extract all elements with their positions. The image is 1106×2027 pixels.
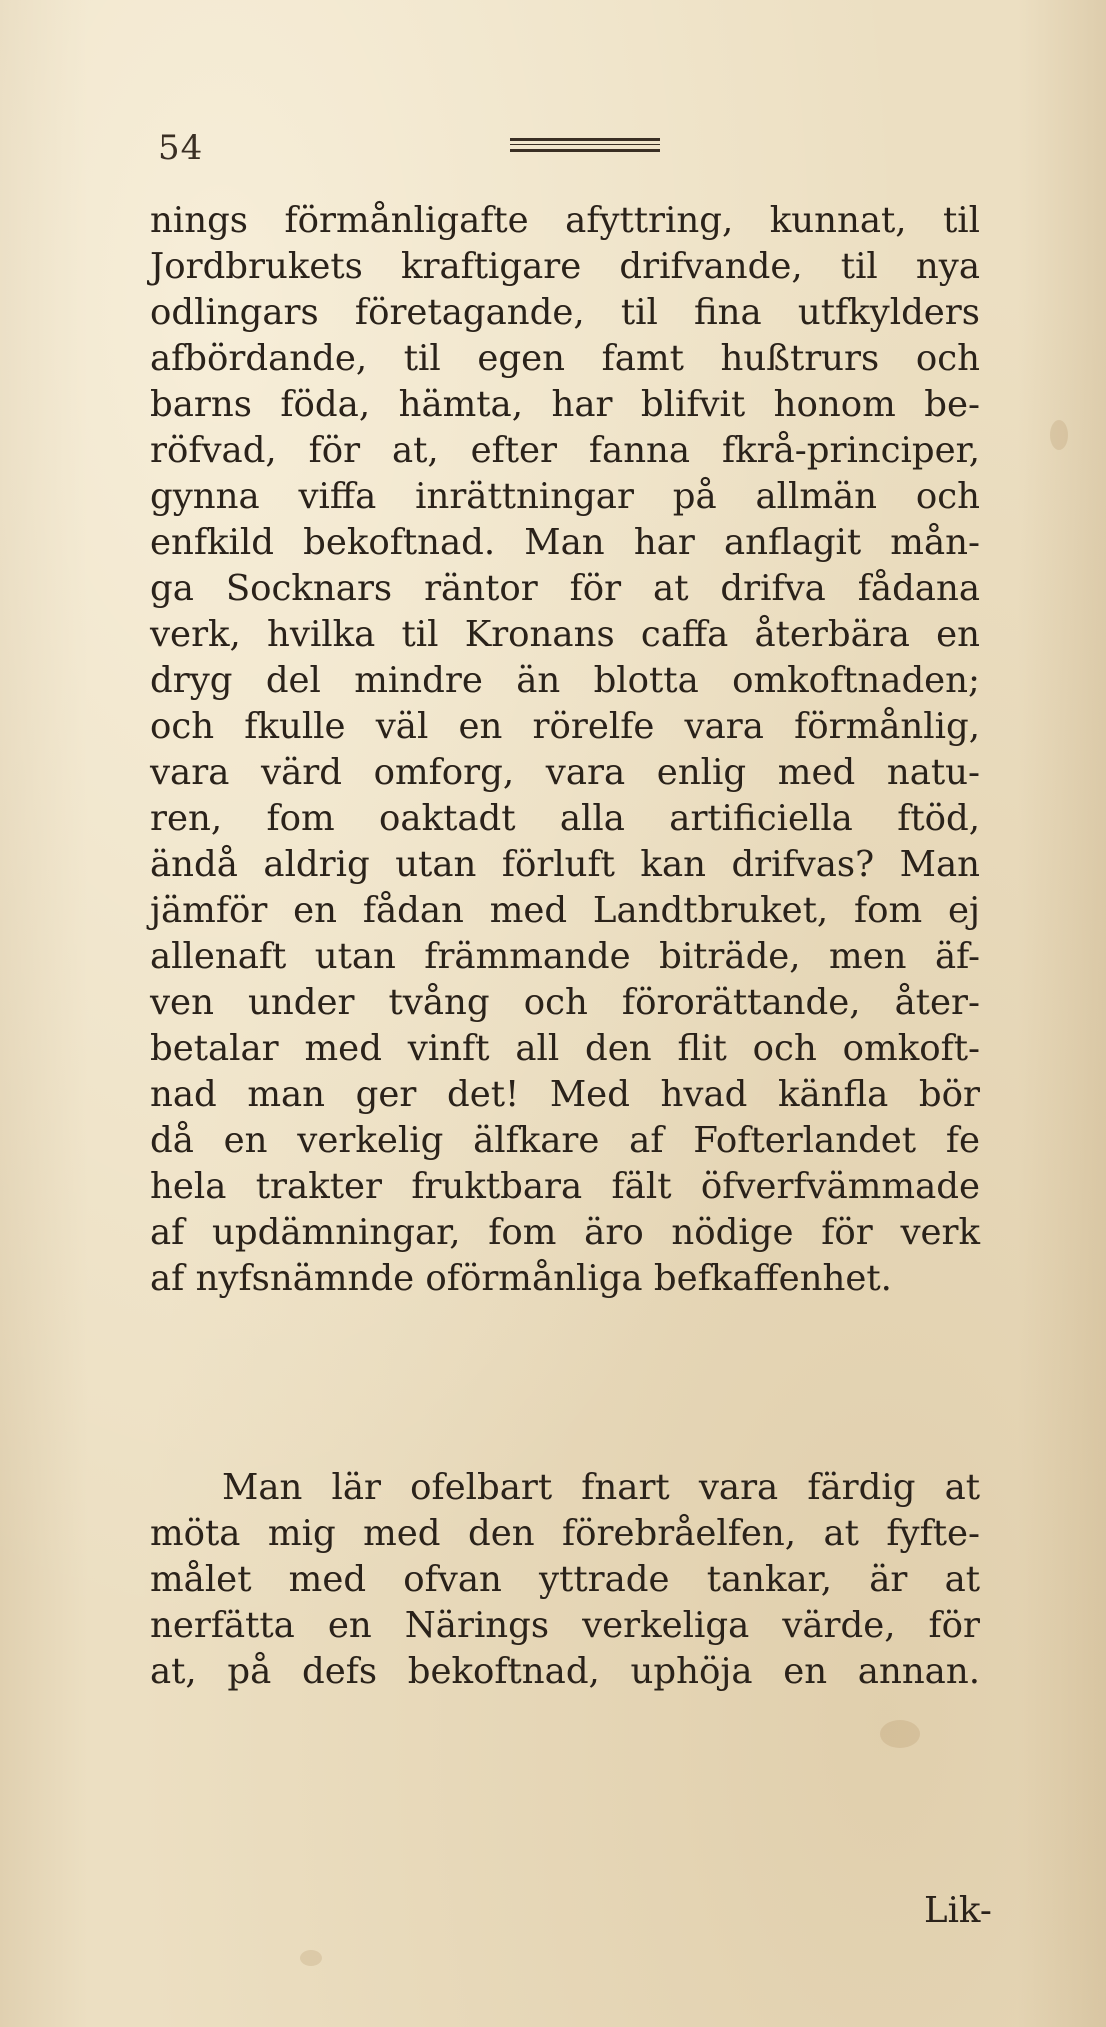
text-line: enfkild bekoftnad. Man har anflagit mån-: [150, 522, 980, 563]
text-line: målet med ofvan yttrade tankar, är at: [150, 1559, 980, 1600]
text-line: verk, hvilka til Kronans caffa återbära en: [150, 614, 980, 655]
text-line: vara värd omforg, vara enlig med natu-: [150, 752, 980, 793]
text-line: at, på defs bekoftnad, uphöja en annan.: [150, 1651, 980, 1692]
text-line: ren, fom oaktadt alla artificiella ftöd,: [150, 798, 980, 839]
text-line: jämför en fådan med Landtbruket, fom ej: [150, 890, 980, 931]
text-line: hela trakter fruktbara fält öfverfvämmade: [150, 1166, 980, 1207]
text-line: ändå aldrig utan förluft kan drifvas? Man: [150, 844, 980, 885]
text-line: af updämningar, fom äro nödige för verk: [150, 1212, 980, 1253]
text-line: afbördande, til egen famt hußtrurs och: [150, 338, 980, 379]
header-rule: [510, 138, 660, 152]
text-line: barns föda, hämta, har blifvit honom be-: [150, 384, 980, 425]
text-line: gynna viffa inrättningar på allmän och: [150, 476, 980, 517]
page-number: 54: [158, 128, 204, 168]
text-line: dryg del mindre än blotta omkoftnaden;: [150, 660, 980, 701]
paper-stain: [880, 1720, 920, 1748]
text-line: möta mig med den förebråelfen, at fyfte-: [150, 1513, 980, 1554]
text-line: allenaft utan främmande biträde, men äf-: [150, 936, 980, 977]
text-line: röfvad, för at, efter fanna fkrå-principer,: [150, 430, 980, 471]
catchword: Lik-: [924, 1890, 992, 1931]
text-line: ven under tvång och förorättande, åter-: [150, 982, 980, 1023]
text-line: nerfätta en Närings verkeliga värde, för: [150, 1605, 980, 1646]
paragraph-2: [150, 1465, 980, 1695]
text-line: af nyfsnämnde oförmånliga befkaffenhet.: [150, 1258, 892, 1299]
paper-stain: [300, 1950, 322, 1966]
paper-stain: [1050, 420, 1068, 450]
text-line: då en verkelig älfkare af Fofterlandet fe: [150, 1120, 980, 1161]
text-line: Man lär ofelbart fnart vara färdig at: [222, 1467, 980, 1508]
text-line: betalar med vinft all den flit och omkoft-: [150, 1028, 980, 1069]
text-line: ga Socknars räntor för at drifva fådana: [150, 568, 980, 609]
text-line: nad man ger det! Med hvad känfla bör: [150, 1074, 980, 1115]
text-line: nings förmånligafte afyttring, kunnat, til: [150, 200, 980, 241]
text-line: och fkulle väl en rörelfe vara förmånlig,: [150, 706, 980, 747]
paragraph-1: [150, 198, 980, 1302]
text-line: odlingars företagande, til fina utfkylders: [150, 292, 980, 333]
text-line: Jordbrukets kraftigare drifvande, til nya: [150, 246, 980, 287]
